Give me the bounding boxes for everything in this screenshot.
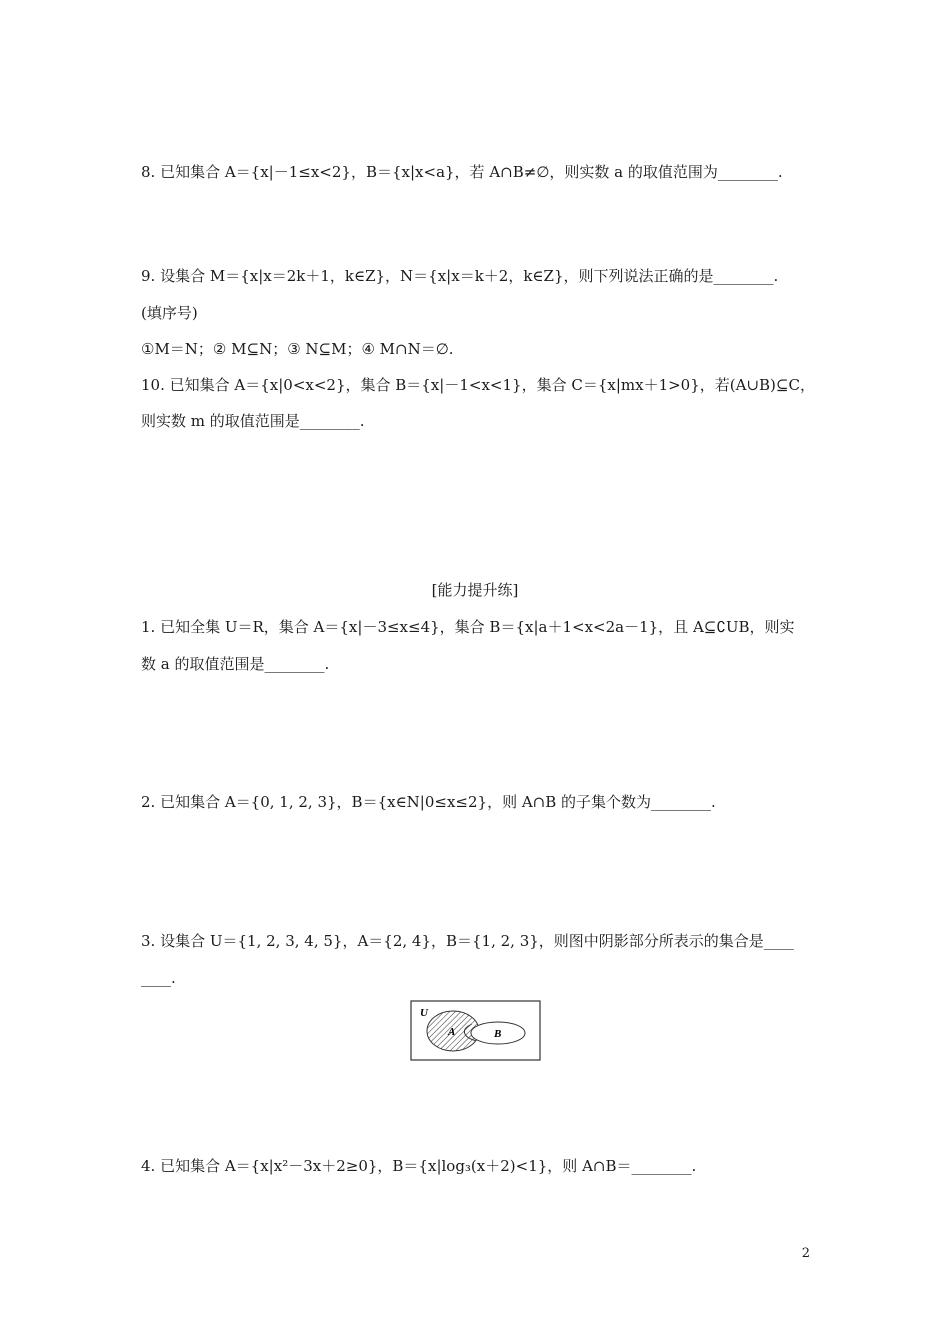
problem-10-line1: 10. 已知集合 A＝{x|0<x<2}，集合 B＝{x|－1<x<1}，集合 C＝{x|mx＋1>0}，若(A∪B)⊆C，	[141, 376, 815, 394]
venn-label-a: A	[448, 1026, 456, 1038]
venn-label-b: B	[494, 1028, 502, 1040]
section-heading: [能力提升练]	[431, 581, 519, 599]
advanced-problem-3-line1: 3. 设集合 U＝{1, 2, 3, 4, 5}，A＝{2, 4}，B＝{1, 2, 3}，则图中阴影部分所表示的集合是____	[141, 932, 794, 950]
page-number: 2	[801, 1246, 810, 1261]
advanced-problem-1-line1: 1. 已知全集 U＝R，集合 A＝{x|－3≤x≤4}，集合 B＝{x|a＋1<x<2a－1}，且 A⊆∁UB，则实	[141, 618, 795, 636]
problem-9-stem: 9. 设集合 M＝{x|x＝2k＋1，k∈Z}，N＝{x|x＝k＋2，k∈Z}，则下列说法正确的是________.	[141, 267, 779, 285]
problem-10-line2: 则实数 m 的取值范围是________.	[141, 412, 365, 430]
advanced-problem-2: 2. 已知集合 A＝{0, 1, 2, 3}，B＝{x∈N|0≤x≤2}，则 A∩B 的子集个数为________.	[141, 793, 716, 811]
advanced-problem-4: 4. 已知集合 A＝{x|x²－3x＋2≥0}，B＝{x|log₃(x＋2)<1}，则 A∩B＝________.	[141, 1157, 697, 1175]
advanced-problem-1-line2: 数 a 的取值范围是________.	[141, 655, 330, 673]
problem-9-options: ①M＝N；② M⊆N；③ N⊆M；④ M∩N＝∅.	[141, 340, 454, 358]
problem-9-note: (填序号)	[141, 304, 198, 322]
advanced-problem-3-line2: ____.	[141, 969, 176, 987]
venn-label-u: U	[420, 1007, 428, 1019]
venn-diagram	[410, 1000, 542, 1062]
problem-8: 8. 已知集合 A＝{x|－1≤x<2}，B＝{x|x<a}，若 A∩B≠∅，则实数 a 的取值范围为________.	[141, 163, 783, 181]
